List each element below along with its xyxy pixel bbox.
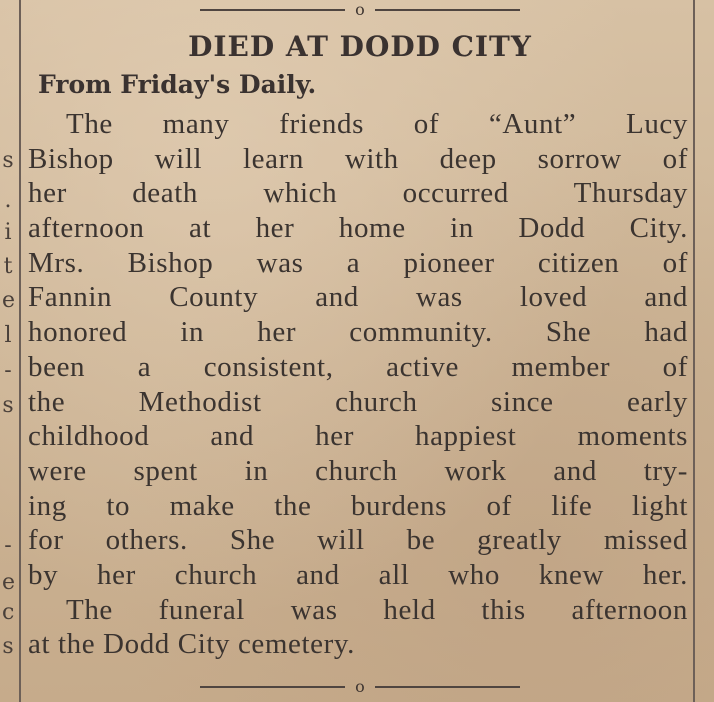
adjacent-column-fragments — [0, 0, 16, 702]
body-line: her death which occurred Thursday — [28, 177, 688, 210]
separator-dash — [375, 686, 520, 688]
fragment-glyph: s — [2, 148, 14, 173]
fragment-glyph: - — [4, 358, 12, 383]
body-line: at the Dodd City cemetery. — [28, 628, 355, 661]
separator-dash — [200, 686, 345, 688]
body-line: were spent in church work and try- — [28, 454, 688, 487]
fragment-glyph: i — [4, 220, 12, 245]
fragment-glyph: - — [4, 533, 12, 558]
separator-bottom — [200, 677, 520, 697]
body-line: The funeral was held this afternoon — [66, 593, 688, 626]
separator-dash — [200, 9, 345, 11]
body-line: for others. She will be greatly missed — [28, 524, 688, 557]
body-line: honored in her community. She had — [28, 316, 688, 349]
fragment-glyph: s — [2, 393, 14, 418]
separator-top — [200, 0, 520, 20]
body-line: Bishop will learn with deep sorrow of — [28, 142, 688, 175]
column-rule-right — [693, 0, 695, 702]
article-body — [28, 107, 688, 662]
body-line: afternoon at her home in Dodd City. — [28, 212, 688, 245]
body-line: Mrs. Bishop was a pioneer citizen of — [28, 246, 688, 279]
fragment-glyph: e — [2, 288, 16, 313]
body-line: Fannin County and was loved and — [28, 281, 688, 314]
column-rule-left — [19, 0, 21, 702]
subhead: From Friday's Daily. — [38, 70, 317, 99]
body-line: been a consistent, active member of — [28, 350, 688, 383]
separator-circle: o — [355, 677, 365, 696]
fragment-glyph: t — [3, 254, 13, 279]
fragment-glyph: l — [4, 323, 12, 348]
headline: DIED AT DODD CITY — [188, 30, 532, 63]
body-line: childhood and her happiest moments — [28, 420, 688, 453]
separator-dash — [375, 9, 520, 11]
body-line: by her church and all who knew her. — [28, 558, 688, 591]
fragment-glyph: s — [2, 634, 14, 659]
fragment-glyph: c — [2, 600, 15, 625]
body-line: ing to make the burdens of life light — [28, 489, 688, 522]
separator-circle: o — [355, 0, 365, 19]
fragment-glyph: e — [2, 570, 16, 595]
body-line: the Methodist church since early — [28, 385, 688, 418]
body-line: The many friends of “Aunt” Lucy — [66, 108, 688, 140]
fragment-glyph: . — [4, 188, 12, 213]
